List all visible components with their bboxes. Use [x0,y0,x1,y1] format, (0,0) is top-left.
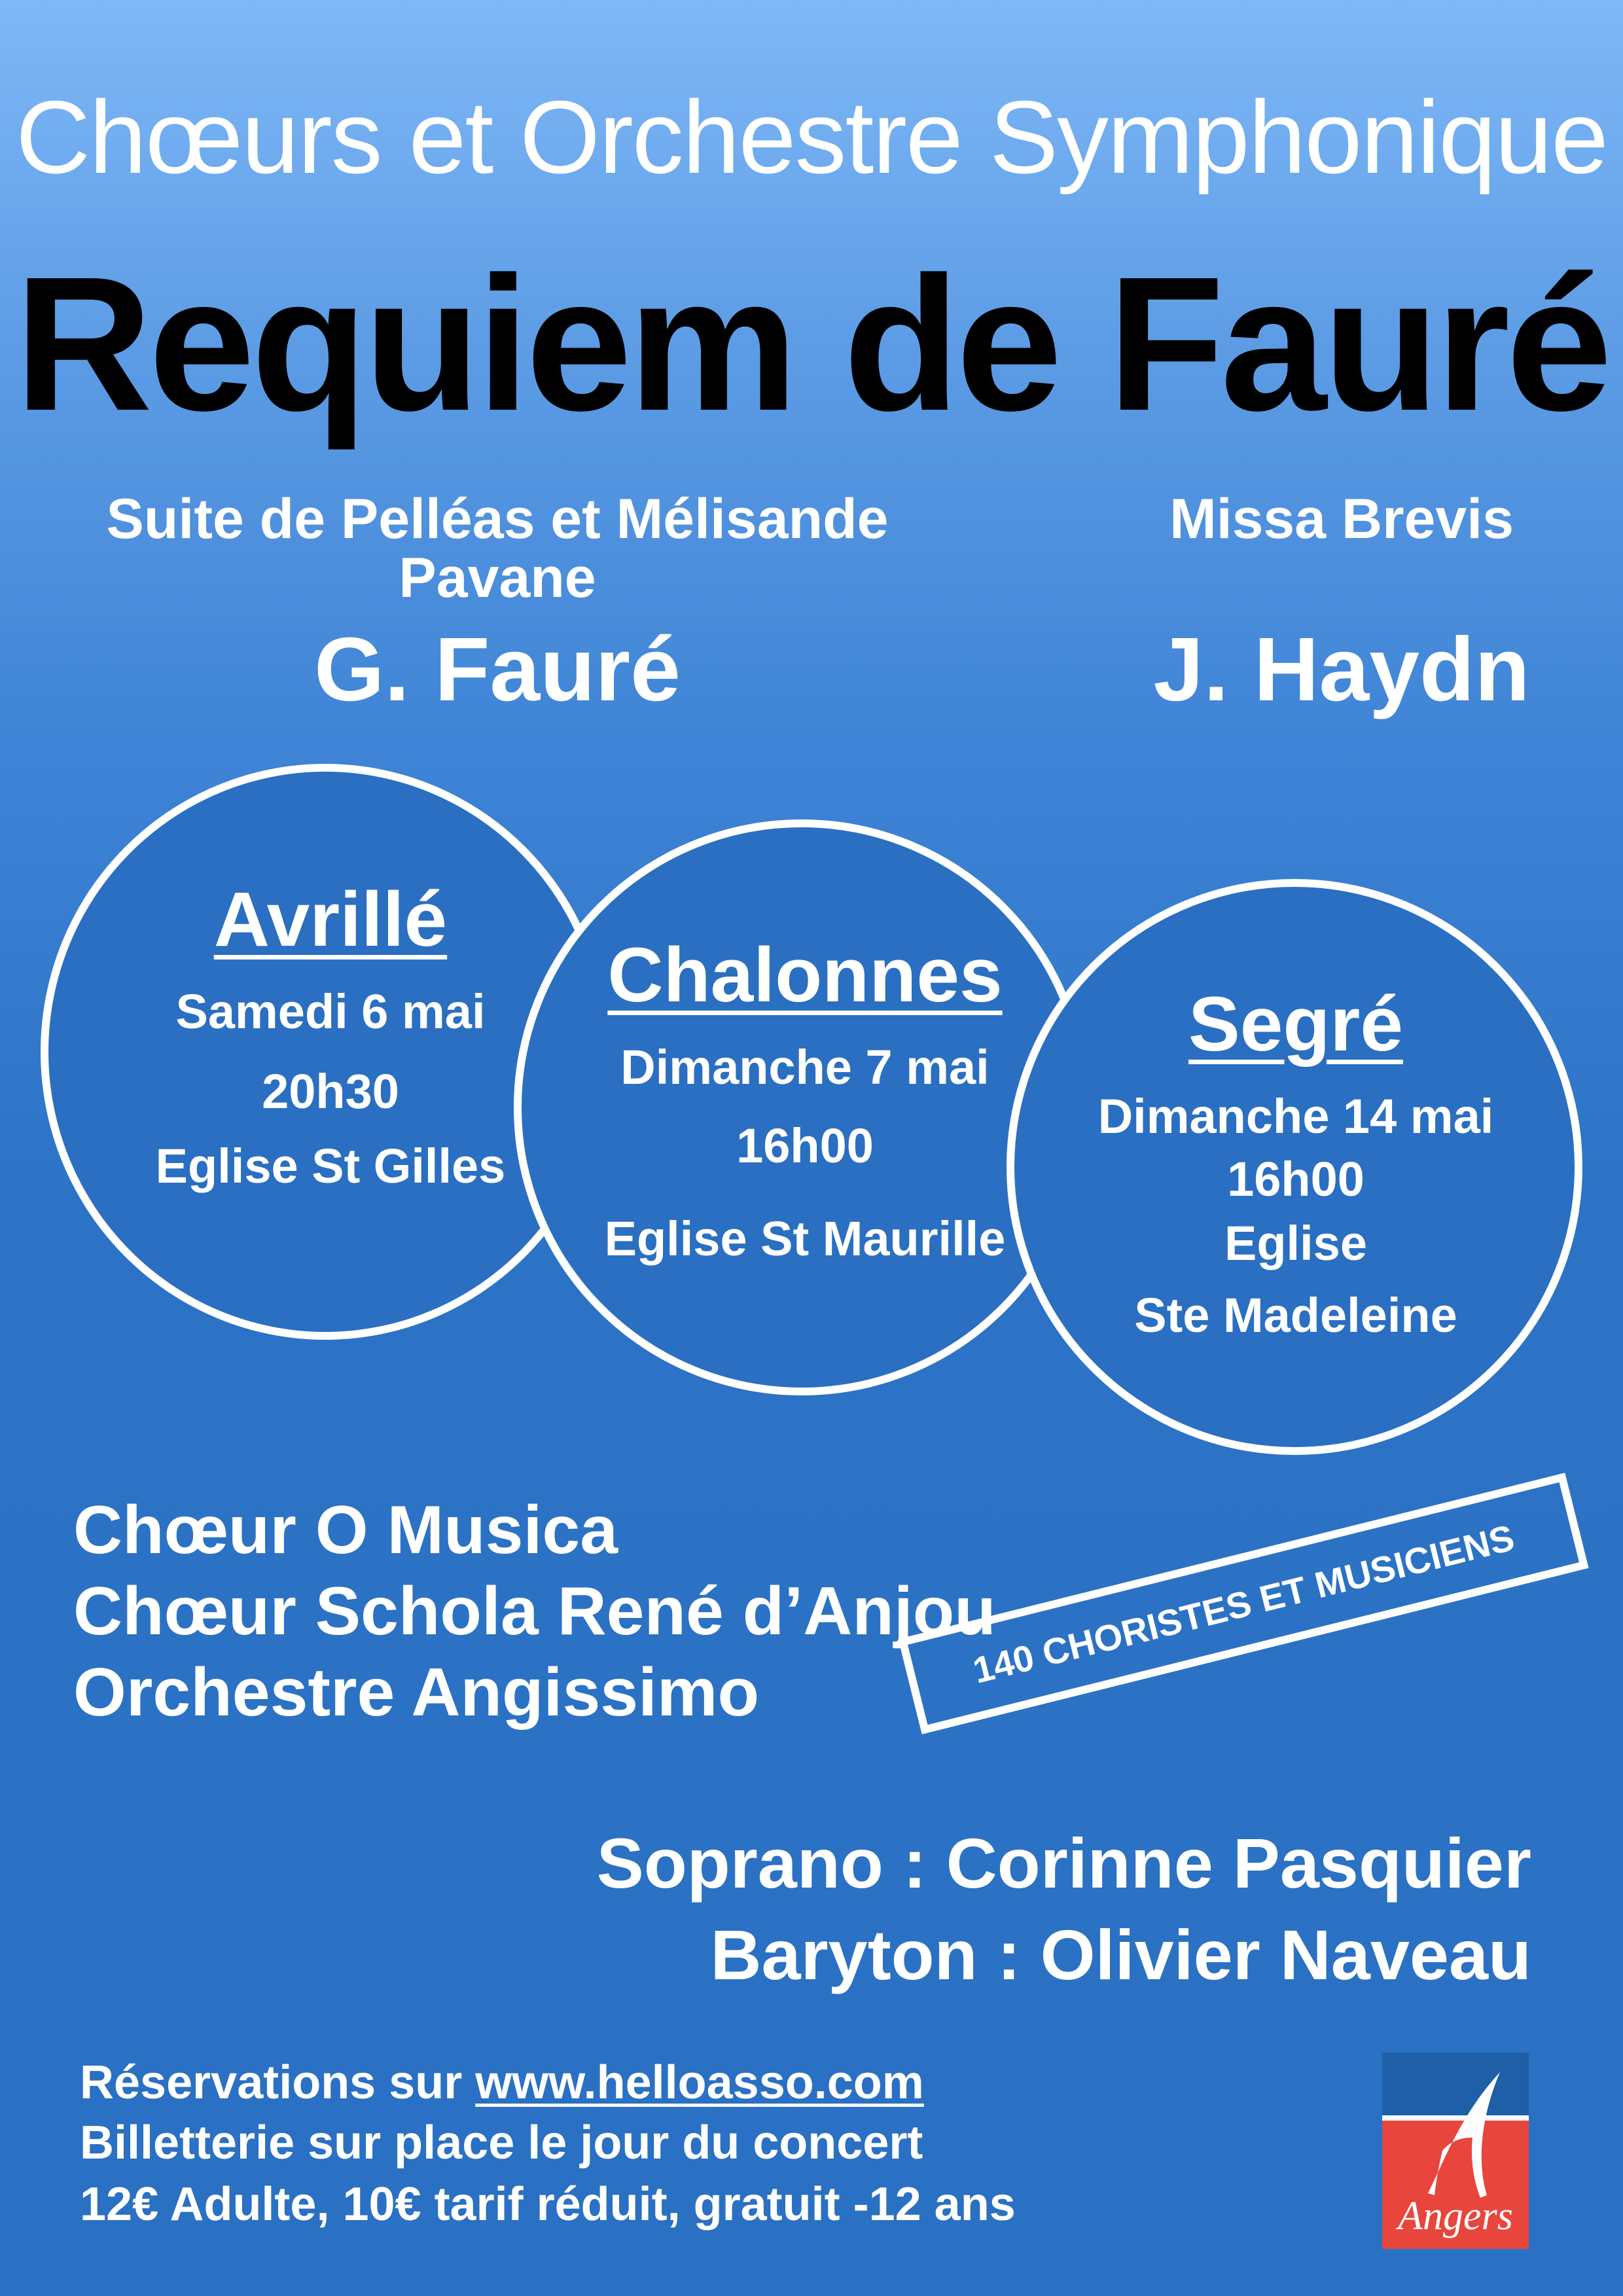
work-title: Pavane [399,547,596,609]
logo-top-band [1382,2053,1529,2118]
prices-line: 12€ Adulte, 10€ tarif réduit, gratuit -12 ans [80,2178,1016,2231]
concert-venue: Ste Madeleine [1134,1288,1457,1342]
performer-name: Chœur O Musica [73,1492,618,1568]
performer-name: Orchestre Angissimo [73,1655,760,1731]
concert-info-avrille [65,877,596,1194]
concert-venue: Eglise [1224,1216,1367,1270]
soloist-baryton: Baryton : Olivier Naveau [710,1915,1531,1994]
concert-info-chalonnes [543,933,1067,1266]
soloist-soprano: Soprano : Corinne Pasquier [596,1823,1531,1903]
concert-info-segre [1034,982,1558,1343]
reservation-line [80,2053,924,2113]
reservation-link[interactable]: www.helloasso.com [475,2056,924,2109]
program-left [105,490,890,719]
concert-date: Dimanche 14 mai [1097,1089,1494,1143]
concert-date: Dimanche 7 mai [620,1040,990,1094]
concert-venue: Eglise St Gilles [155,1139,506,1193]
poster-subtitle: Chœurs et Orchestre Symphonique [16,80,1607,195]
badge-text: 140 CHORISTES ET MUSICIENS [969,1516,1518,1691]
work-title: Suite de Pelléas et Mélisande [106,488,889,550]
composer-name: J. Haydn [1153,619,1530,720]
concert-time: 20h30 [262,1064,399,1119]
concert-city: Segré [1188,981,1403,1067]
reservation-prefix: Réservations sur [80,2056,476,2109]
performer-name: Chœur Schola René d’Anjou [73,1573,996,1649]
logo-text: Angers [1398,2194,1513,2238]
program-right [1113,490,1571,719]
work-title: Missa Brevis [1169,488,1514,550]
composer-name: G. Fauré [314,619,681,720]
angers-logo [1382,2053,1529,2249]
concert-date: Samedi 6 mai [175,984,486,1039]
ticketing-line: Billetterie sur place le jour du concert [80,2117,923,2169]
concert-city: Chalonnes [607,932,1003,1018]
concert-venue: Eglise St Maurille [604,1211,1006,1266]
musicians-count-badge [898,1473,1588,1734]
concert-city: Avrillé [213,876,448,963]
concert-time: 16h00 [1227,1152,1364,1206]
concert-time: 16h00 [736,1119,874,1173]
logo-stripe [1382,2115,1529,2121]
poster-title: Requiem de Fauré [14,237,1609,450]
